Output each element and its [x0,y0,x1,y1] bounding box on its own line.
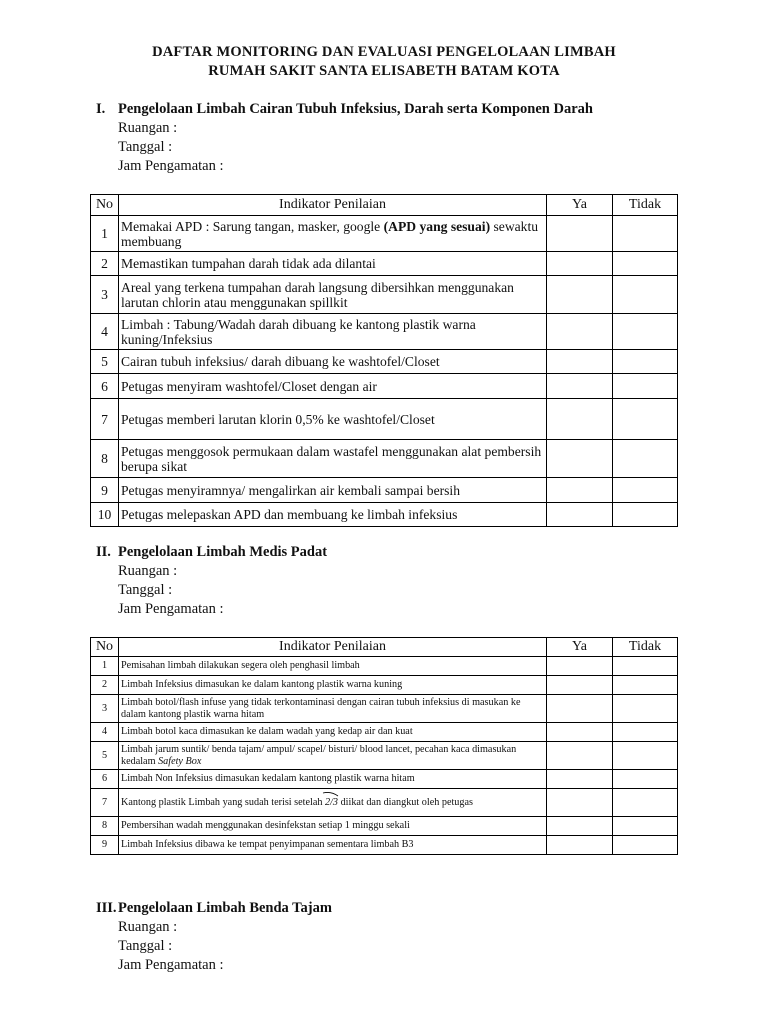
column-tidak: Tidak [613,638,678,657]
row-number: 3 [91,276,119,314]
table-row [91,817,678,836]
table-row [91,374,678,399]
row-indicator: Limbah botol/flash infuse yang tidak terkontaminasi dengan cairan tubuh infeksius di masukan ke dalam kantong plastik warna hitam [119,695,547,723]
row-number: 5 [91,350,119,374]
row-number: 1 [91,216,119,252]
row-indicator: Kantong plastik Limbah yang sudah terisi setelah 2/3 diikat dan diangkut oleh petugas [119,789,547,817]
tidak-checkbox-cell[interactable] [613,478,678,503]
ya-checkbox-cell[interactable] [547,440,613,478]
table-row [91,742,678,770]
tidak-checkbox-cell[interactable] [613,276,678,314]
row-indicator: Pemisahan limbah dilakukan segera oleh penghasil limbah [119,657,547,676]
field-ruangan: Ruangan : [118,120,178,136]
ya-checkbox-cell[interactable] [547,836,613,855]
document-title-line-1: DAFTAR MONITORING DAN EVALUASI PENGELOLAAN LIMBAH [152,44,616,60]
field-tanggal: Tanggal : [118,582,173,598]
table-row [91,789,678,817]
table-row [91,836,678,855]
ya-checkbox-cell[interactable] [547,789,613,817]
table-header [91,638,678,657]
column-ya: Ya [547,195,613,216]
table-header [91,195,678,216]
row-number: 4 [91,723,119,742]
pen-stroke-icon [323,791,339,801]
row-number: 2 [91,252,119,276]
row-number: 7 [91,789,119,817]
tidak-checkbox-cell[interactable] [613,440,678,478]
table-row [91,478,678,503]
row-indicator: Petugas melepaskan APD dan membuang ke limbah infeksius [119,503,547,527]
row-indicator: Pembersihan wadah menggunakan desinfekstan setiap 1 minggu sekali [119,817,547,836]
ya-checkbox-cell[interactable] [547,276,613,314]
section-3-heading: III.Pengelolaan Limbah Benda Tajam [96,900,332,916]
field-tanggal: Tanggal : [118,938,173,954]
section-2-heading: II. Pengelolaan Limbah Medis Padat [96,544,328,560]
ya-checkbox-cell[interactable] [547,817,613,836]
table-row [91,399,678,440]
table-row [91,723,678,742]
row-number: 9 [91,836,119,855]
tidak-checkbox-cell[interactable] [613,676,678,695]
row-indicator: Areal yang terkena tumpahan darah langsung dibersihkan menggunakan larutan chlorin atau menggunakan spillkit [119,276,547,314]
column-tidak: Tidak [613,195,678,216]
ya-checkbox-cell[interactable] [547,742,613,770]
tidak-checkbox-cell[interactable] [613,742,678,770]
ya-checkbox-cell[interactable] [547,723,613,742]
row-indicator: Memastikan tumpahan darah tidak ada dilantai [119,252,547,276]
tidak-checkbox-cell[interactable] [613,503,678,527]
column-no: No [91,195,119,216]
row-number: 4 [91,314,119,350]
tidak-checkbox-cell[interactable] [613,695,678,723]
ya-checkbox-cell[interactable] [547,695,613,723]
row-indicator: Limbah Non Infeksius dimasukan kedalam kantong plastik warna hitam [119,770,547,789]
column-no: No [91,638,119,657]
tidak-checkbox-cell[interactable] [613,789,678,817]
row-number: 3 [91,695,119,723]
row-indicator: Cairan tubuh infeksius/ darah dibuang ke washtofel/Closet [119,350,547,374]
field-ruangan: Ruangan : [118,919,178,935]
document-title-line-2: RUMAH SAKIT SANTA ELISABETH BATAM KOTA [208,63,560,79]
row-number: 8 [91,440,119,478]
row-indicator: Petugas memberi larutan klorin 0,5% ke washtofel/Closet [119,399,547,440]
tidak-checkbox-cell[interactable] [613,817,678,836]
row-number: 2 [91,676,119,695]
section-3 [96,899,332,975]
table-row [91,657,678,676]
ya-checkbox-cell[interactable] [547,399,613,440]
table-row [91,440,678,478]
tidak-checkbox-cell[interactable] [613,723,678,742]
tidak-checkbox-cell[interactable] [613,399,678,440]
table-row [91,252,678,276]
field-tanggal: Tanggal : [118,139,173,155]
row-number: 6 [91,770,119,789]
table-row [91,503,678,527]
field-jam-pengamatan: Jam Pengamatan : [118,957,224,973]
section-2-table [90,637,678,855]
row-indicator: Petugas menggosok permukaan dalam wastafel menggunakan alat pembersih berupa sikat [119,440,547,478]
table-row [91,676,678,695]
table-row [91,314,678,350]
ya-checkbox-cell[interactable] [547,676,613,695]
section-1 [96,100,593,176]
ya-checkbox-cell[interactable] [547,657,613,676]
tidak-checkbox-cell[interactable] [613,836,678,855]
field-ruangan: Ruangan : [118,563,178,579]
tidak-checkbox-cell[interactable] [613,252,678,276]
row-number: 8 [91,817,119,836]
row-indicator: Limbah Infeksius dimasukan ke dalam kantong plastik warna kuning [119,676,547,695]
row-indicator: Petugas menyiramnya/ mengalirkan air kembali sampai bersih [119,478,547,503]
table-row [91,276,678,314]
ya-checkbox-cell[interactable] [547,503,613,527]
table-row [91,770,678,789]
table-row [91,216,678,252]
ya-checkbox-cell[interactable] [547,770,613,789]
row-indicator: Limbah Infeksius dibawa ke tempat penyimpanan sementara limbah B3 [119,836,547,855]
table-row [91,695,678,723]
row-number: 10 [91,503,119,527]
tidak-checkbox-cell[interactable] [613,314,678,350]
handwritten-fraction: 2/3 [325,797,338,809]
ya-checkbox-cell[interactable] [547,374,613,399]
row-number: 5 [91,742,119,770]
ya-checkbox-cell[interactable] [547,478,613,503]
table-row [91,350,678,374]
tidak-checkbox-cell[interactable] [613,350,678,374]
tidak-checkbox-cell[interactable] [613,657,678,676]
tidak-checkbox-cell[interactable] [613,216,678,252]
row-number: 7 [91,399,119,440]
field-jam-pengamatan: Jam Pengamatan : [118,601,224,617]
row-indicator: Petugas menyiram washtofel/Closet dengan air [119,374,547,399]
tidak-checkbox-cell[interactable] [613,374,678,399]
column-ya: Ya [547,638,613,657]
row-indicator: Limbah jarum suntik/ benda tajam/ ampul/ scapel/ bisturi/ blood lancet, pecahan kaca dimasukan kedalam Safety Box [119,742,547,770]
section-1-table [90,194,678,527]
row-number: 1 [91,657,119,676]
row-indicator: Memakai APD : Sarung tangan, masker, google (APD yang sesuai) sewaktu membuang [119,216,547,252]
ya-checkbox-cell[interactable] [547,252,613,276]
row-number: 9 [91,478,119,503]
row-indicator: Limbah : Tabung/Wadah darah dibuang ke kantong plastik warna kuning/Infeksius [119,314,547,350]
row-number: 6 [91,374,119,399]
ya-checkbox-cell[interactable] [547,216,613,252]
ya-checkbox-cell[interactable] [547,350,613,374]
column-indicator: Indikator Penilaian [119,195,547,216]
tidak-checkbox-cell[interactable] [613,770,678,789]
column-indicator: Indikator Penilaian [119,638,547,657]
section-1-heading: I. Pengelolaan Limbah Cairan Tubuh Infeksius, Darah serta Komponen Darah [96,101,593,117]
row-indicator: Limbah botol kaca dimasukan ke dalam wadah yang kedap air dan kuat [119,723,547,742]
ya-checkbox-cell[interactable] [547,314,613,350]
field-jam-pengamatan: Jam Pengamatan : [118,158,224,174]
section-2 [96,543,327,619]
